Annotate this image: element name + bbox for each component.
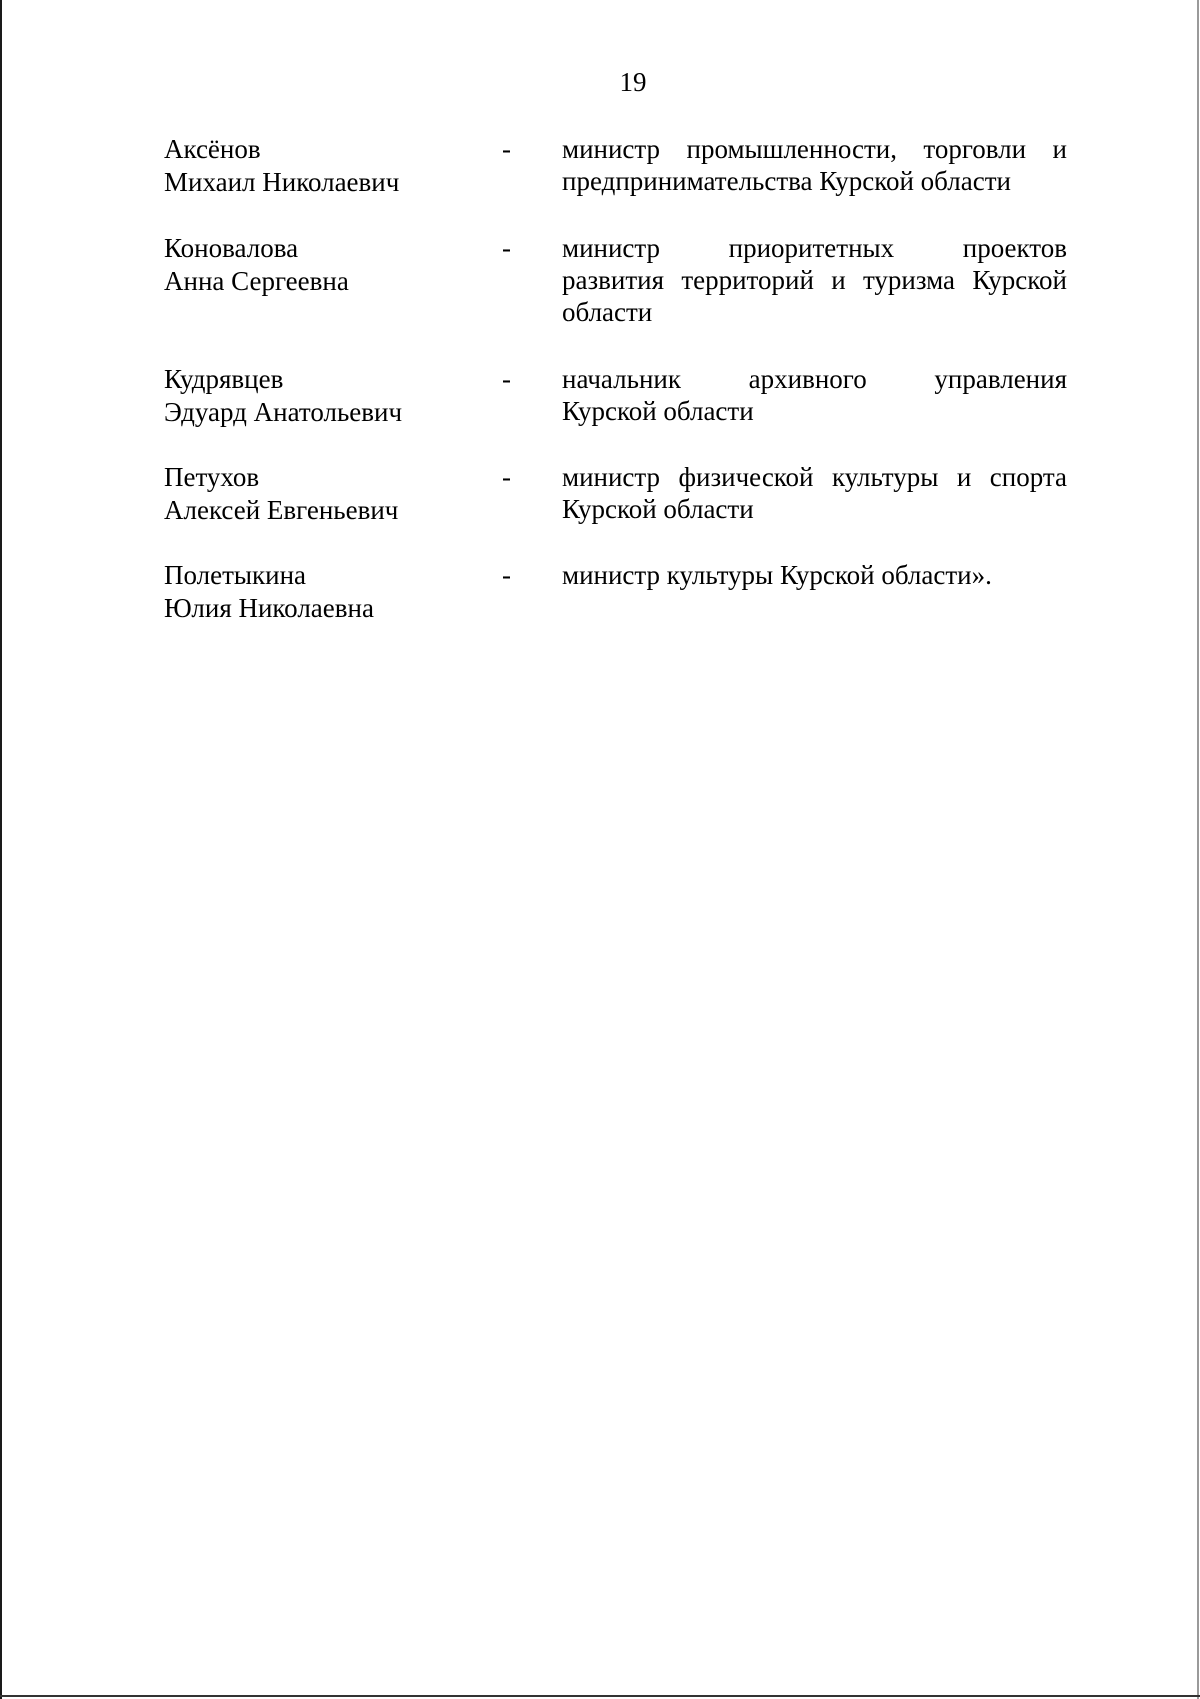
member-name (164, 133, 464, 199)
page-edge-left (0, 0, 2, 1699)
role-line: министр приоритетных проектов (562, 233, 1067, 263)
separator-dash: - (502, 364, 511, 394)
member-role (562, 232, 1067, 328)
member-role (562, 363, 1067, 427)
member-name (164, 559, 464, 625)
separator-dash: - (502, 462, 511, 492)
member-role (562, 461, 1067, 525)
page-edge-right (1197, 0, 1199, 1699)
member-first-patronymic: Михаил Николаевич (164, 167, 400, 197)
page-edge-bottom (0, 1695, 1200, 1697)
member-role (562, 133, 1067, 197)
page-number: 19 (619, 67, 647, 97)
member-role (562, 559, 1067, 591)
member-last-name: Аксёнов (164, 134, 261, 164)
separator-dash: - (502, 560, 511, 590)
member-first-patronymic: Анна Сергеевна (164, 266, 349, 296)
member-first-patronymic: Юлия Николаевна (164, 593, 374, 623)
role-line: министр промышленности, торговли и (562, 134, 1067, 164)
separator-dash: - (502, 233, 511, 263)
role-line: министр культуры Курской области». (562, 560, 992, 590)
separator-dash: - (502, 134, 511, 164)
member-last-name: Кудрявцев (164, 364, 284, 394)
member-name (164, 232, 464, 298)
member-name (164, 461, 464, 527)
member-last-name: Петухов (164, 462, 260, 492)
member-last-name: Полетыкина (164, 560, 307, 590)
role-line: Курской области (562, 396, 754, 426)
role-line: начальник архивного управления (562, 364, 1067, 394)
role-line: области (562, 297, 653, 327)
member-first-patronymic: Алексей Евгеньевич (164, 495, 399, 525)
member-first-patronymic: Эдуард Анатольевич (164, 397, 403, 427)
role-line: министр физической культуры и спорта (562, 462, 1067, 492)
member-last-name: Коновалова (164, 233, 299, 263)
role-line: развития территорий и туризма Курской (562, 265, 1067, 295)
member-name (164, 363, 464, 429)
role-line: предпринимательства Курской области (562, 166, 1011, 196)
role-line: Курской области (562, 494, 754, 524)
